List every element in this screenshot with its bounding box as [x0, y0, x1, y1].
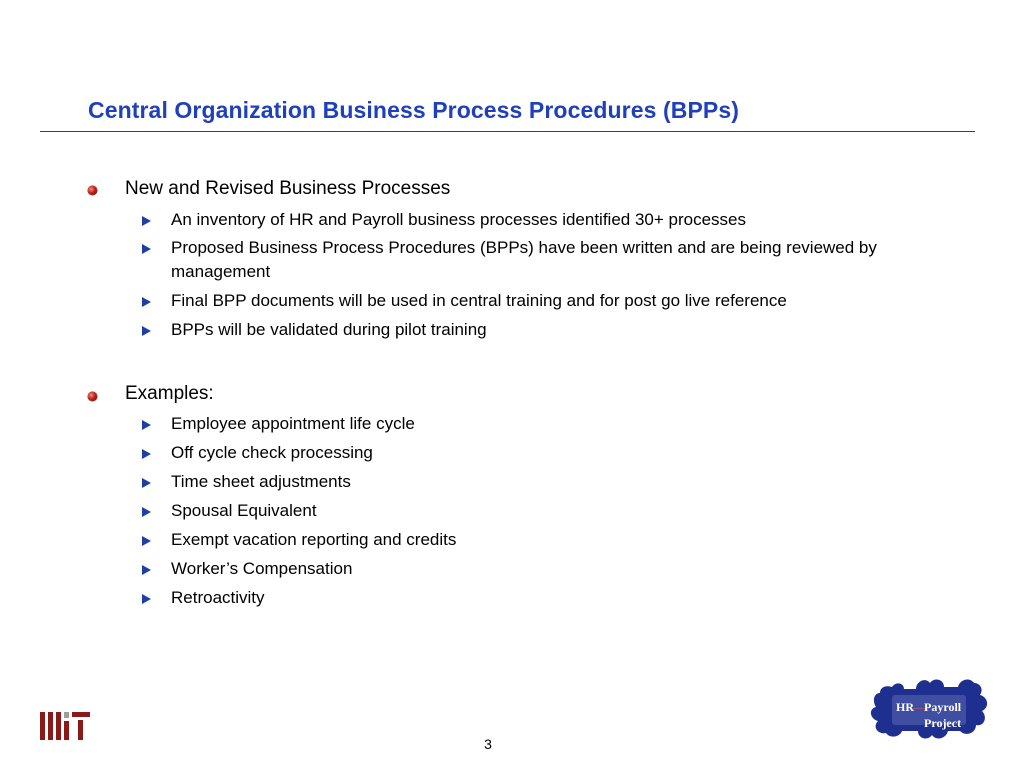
puzzle-logo-project-text: Project: [924, 716, 962, 730]
list-item: Proposed Business Process Procedures (BPPs) have been written and are being reviewed by management: [171, 238, 877, 281]
hr-payroll-project-puzzle-logo-icon: [866, 671, 990, 745]
svg-text:―: ―: [913, 700, 925, 714]
slide-title: Central Organization Business Process Procedures (BPPs): [88, 97, 739, 123]
puzzle-logo-payroll-text: Payroll: [924, 700, 962, 714]
list-item: BPPs will be validated during pilot training: [171, 320, 487, 339]
section-heading: New and Revised Business Processes: [125, 178, 451, 199]
title-divider: [40, 131, 975, 132]
list-item: Spousal Equivalent: [171, 501, 317, 520]
red-bullet-icon: [88, 392, 97, 401]
blue-arrow-bullet-icon: [142, 536, 151, 546]
blue-arrow-bullet-icon: [142, 216, 151, 226]
mit-logo-icon: [40, 712, 92, 740]
page-number: 3: [484, 736, 492, 752]
blue-arrow-bullet-icon: [142, 326, 151, 336]
list-item: Final BPP documents will be used in central training and for post go live reference: [171, 291, 787, 310]
list-item: Retroactivity: [171, 588, 265, 607]
list-item: Time sheet adjustments: [171, 472, 351, 491]
puzzle-logo-hr-text: HR: [896, 700, 914, 714]
blue-arrow-bullet-icon: [142, 420, 151, 430]
list-item: Exempt vacation reporting and credits: [171, 530, 457, 549]
section-heading: Examples:: [125, 383, 214, 404]
list-item: Off cycle check processing: [171, 443, 373, 462]
list-item: Employee appointment life cycle: [171, 414, 415, 433]
list-item: An inventory of HR and Payroll business processes identified 30+ processes: [171, 210, 747, 229]
list-item: Worker’s Compensation: [171, 559, 353, 578]
blue-arrow-bullet-icon: [142, 594, 151, 604]
blue-arrow-bullet-icon: [142, 297, 151, 307]
blue-arrow-bullet-icon: [142, 565, 151, 575]
blue-arrow-bullet-icon: [142, 244, 151, 254]
blue-arrow-bullet-icon: [142, 507, 151, 517]
blue-arrow-bullet-icon: [142, 449, 151, 459]
blue-arrow-bullet-icon: [142, 478, 151, 488]
red-bullet-icon: [88, 186, 97, 195]
